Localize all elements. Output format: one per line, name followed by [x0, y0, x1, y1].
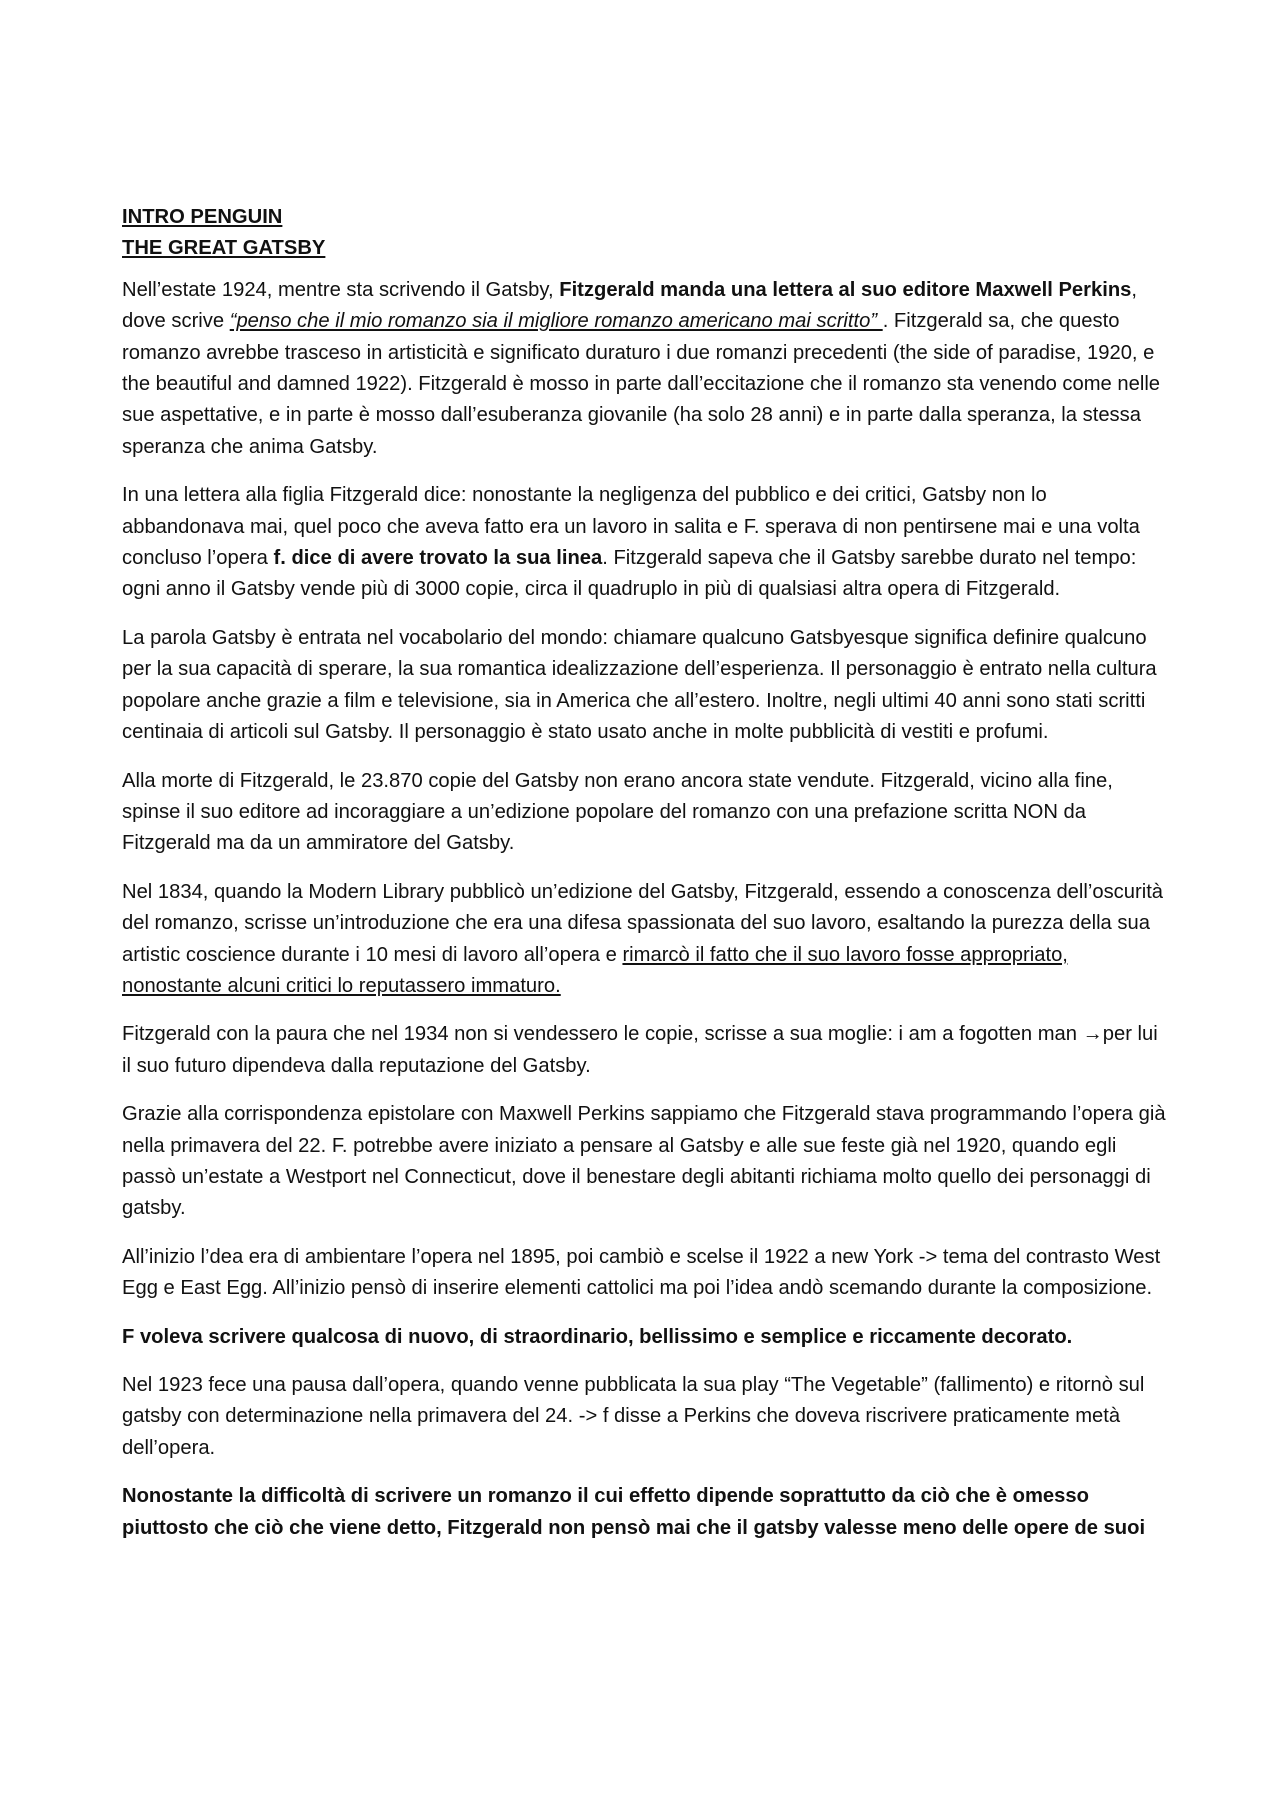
paragraph-9 [122, 1322, 1172, 1353]
heading-the-great-gatsby: THE GREAT GATSBY [122, 237, 326, 260]
paragraph-1-text-a: Nell’estate 1924, mentre sta scrivendo il Gatsby, [122, 278, 560, 301]
paragraph-1-text-b: , dove scrive [122, 278, 1137, 333]
paragraph-5-text: Nel 1834, quando la Modern Library pubblicò un’edizione del Gatsby, Fitzgerald, essendo a conoscenza dell’oscurità del romanzo, scrisse un’introduzione che era una difesa spassionata del suo lavoro, esaltando la purezza della sua artistic coscience durante i 10 mesi di lavoro all’opera e [122, 880, 1164, 966]
paragraph-2-bold: f. dice di avere trovato la sua linea [273, 547, 603, 570]
paragraph-1-bold: Fitzgerald manda una lettera al suo editore Maxwell Perkins [559, 278, 1132, 301]
paragraph-10: Nel 1923 fece una pausa dall’opera, quando venne pubblicata la sua play “The Vegetable” (fallimento) e ritornò sul gatsby con determinazione nella primavera del 24. -> f disse a Perkins che doveva riscrivere praticamente metà dell’opera. [122, 1374, 1145, 1459]
paragraph-2-text-b: . Fitzgerald sapeva che il Gatsby sarebbe durato nel tempo: ogni anno il Gatsby vende più di 3000 copie, circa il quadruplo in più di qualsiasi altra opera di Fitzgerald. [122, 547, 1137, 601]
paragraph-4: Alla morte di Fitzgerald, le 23.870 copie del Gatsby non erano ancora state vendute. Fitzgerald, vicino alla fine, spinse il suo editore ad incoraggiare a un’edizione popolare del romanzo con una prefazione scritta NON da Fitzgerald ma da un ammiratore del Gatsby. [122, 769, 1113, 855]
paragraph-7: Grazie alla corrispondenza epistolare con Maxwell Perkins sappiamo che Fitzgerald stava programmando l’opera già nella primavera del 22. F. potrebbe avere iniziato a pensare al Gatsby e alle sue feste già nel 1920, quando egli passò un’estate a Westport nel Connecticut, dove il benestare degli abitanti richiama molto quello dei personaggi di gatsby. [122, 1103, 1166, 1220]
paragraph-1-text-c: . Fitzgerald sa, che questo romanzo avrebbe trasceso in artisticità e significato duraturo i due romanzi precedenti (the side of paradise, 1920, e the beautiful and damned 1922). Fitzgerald è mosso in parte dall’eccitazione che il romanzo sta venendo come nelle sue aspettative, e in parte è mosso dall’esuberanza giovanile (ha solo 28 anni) e in parte dalla speranza, la stessa speranza che anima Gatsby. [122, 310, 1161, 458]
paragraph-3: La parola Gatsby è entrata nel vocabolario del mondo: chiamare qualcuno Gatsbyesque significa definire qualcuno per la sua capacità di sperare, la sua romantica idealizzazione dell’esperienza. Il personaggio è entrato nella cultura popolare anche grazie a film e televisione, sia in America che all’estero. Inoltre, negli ultimi 40 anni sono stati scritti centinaia di articoli sul Gatsby. Il personaggio è stato usato anche in molte pubblicità di vestiti e profumi. [122, 626, 1157, 744]
paragraph-2 [122, 480, 1172, 606]
paragraph-9-bold: F voleva scrivere qualcosa di nuovo, di straordinario, bellissimo e semplice e riccamente decorato. [122, 1325, 1073, 1348]
paragraph-6: Fitzgerald con la paura che nel 1934 non si vendessero le copie, scrisse a sua moglie: i am a fogotten man →per lui il suo futuro dipendeva dalla reputazione del Gatsby. [122, 1023, 1158, 1077]
heading-intro-penguin: INTRO PENGUIN [122, 206, 283, 228]
paragraph-5-underlined: rimarcò il fatto che il suo lavoro fosse appropriato, nonostante alcuni critici lo reputassero immaturo. [122, 943, 1068, 997]
paragraph-5 [122, 877, 1172, 1003]
document-body [122, 202, 1172, 1544]
paragraph-11-bold: Nonostante la difficoltà di scrivere un romanzo il cui effetto dipende soprattutto da ciò che è omesso piuttosto che ciò che viene detto, Fitzgerald non pensò mai che il gatsby valesse meno delle opere de suoi [122, 1485, 1146, 1539]
paragraph-8: All’inizio l’dea era di ambientare l’opera nel 1895, poi cambiò e scelse il 1922 a new York -> tema del contrasto West Egg e East Egg. All’inizio pensò di inserire elementi cattolici ma poi l’idea andò scemando durante la composizione. [122, 1245, 1161, 1300]
paragraph-11 [122, 1481, 1172, 1544]
paragraph-1-quote: “penso che il mio romanzo sia il migliore romanzo americano mai scritto” [229, 310, 883, 333]
paragraph-2-text-a: In una lettera alla figlia Fitzgerald dice: nonostante la negligenza del pubblico e dei critici, Gatsby non lo abbandonava mai, quel poco che aveva fatto era un lavoro in salita e F. sperava di non pentirsene mai e una volta concluso l’opera [122, 484, 1140, 570]
paragraph-1 [122, 275, 1172, 463]
